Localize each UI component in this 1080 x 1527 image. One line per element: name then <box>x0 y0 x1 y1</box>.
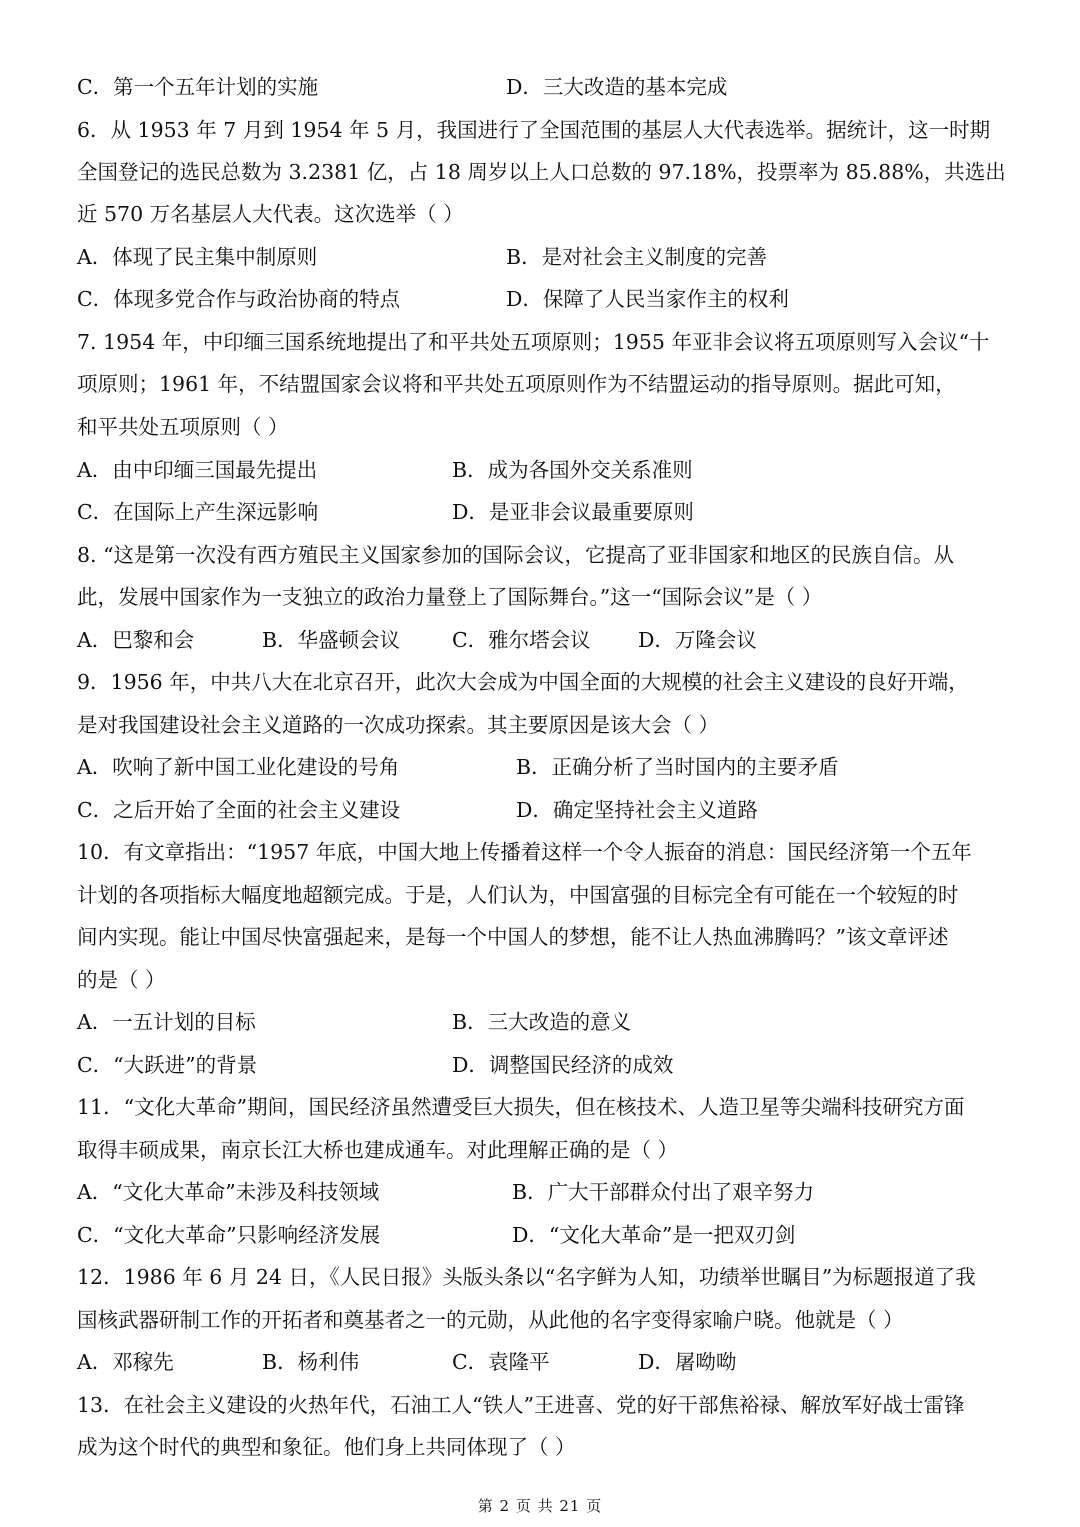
answer-option: D．屠呦呦 <box>638 1350 737 1374</box>
answer-option: C．袁隆平 <box>452 1350 550 1374</box>
answer-option: B．成为各国外交关系准则 <box>452 458 693 482</box>
question-text-line: 项原则；1961 年，不结盟国家会议将和平共处五项原则作为不结盟运动的指导原则。据此可知， <box>77 372 956 396</box>
answer-option: D．万隆会议 <box>638 628 757 652</box>
question-text-line: 和平共处五项原则（ ） <box>77 415 289 439</box>
answer-option: A．由中印缅三国最先提出 <box>77 458 318 482</box>
question-text-line: 计划的各项指标大幅度地超额完成。于是，人们认为，中国富强的目标完全有可能在一个较短的时 <box>77 883 959 907</box>
question-text-line: 此，发展中国家作为一支独立的政治力量登上了国际舞台。”这一“国际会议”是（ ） <box>77 585 823 609</box>
question-text-line: 10．有文章指出：“1957 年底，中国大地上传播着这样一个令人振奋的消息：国民经济第一个五年 <box>77 840 972 864</box>
question-text-line: 11．“文化大革命”期间，国民经济虽然遭受巨大损失，但在核技术、人造卫星等尖端科技研究方面 <box>77 1095 965 1119</box>
answer-option: B．杨利伟 <box>262 1350 360 1374</box>
answer-option: B．正确分析了当时国内的主要矛盾 <box>516 755 839 779</box>
page-footer: 第 2 页 共 21 页 <box>477 1497 603 1515</box>
answer-option: D．“文化大革命”是一把双刃剑 <box>512 1223 796 1247</box>
answer-option: D．三大改造的基本完成 <box>506 75 728 99</box>
answer-option: C．“文化大革命”只影响经济发展 <box>77 1223 381 1247</box>
question-text-line: 是对我国建设社会主义道路的一次成功探索。其主要原因是该大会（ ） <box>77 713 720 737</box>
answer-option: D．调整国民经济的成效 <box>452 1053 674 1077</box>
answer-option: B．三大改造的意义 <box>452 1010 632 1034</box>
answer-option: C．“大跃进”的背景 <box>77 1053 258 1077</box>
answer-option: A．“文化大革命”未涉及科技领域 <box>77 1180 380 1204</box>
question-text-line: 间内实现。能让中国尽快富强起来，是每一个中国人的梦想，能不让人热血沸腾吗？”该文章评述 <box>77 925 949 949</box>
question-text-line: 8. “这是第一次没有西方殖民主义国家参加的国际会议，它提高了亚非国家和地区的民族自信。从 <box>77 543 955 567</box>
question-text-line: 12．1986 年 6 月 24 日，《人民日报》头版头条以“名字鲜为人知，功绩举世瞩目”为标题报道了我 <box>77 1265 976 1289</box>
question-text-line: 6．从 1953 年 7 月到 1954 年 5 月，我国进行了全国范围的基层人大代表选举。据统计，这一时期 <box>77 118 991 142</box>
answer-option: D．是亚非会议最重要原则 <box>452 500 694 524</box>
question-text-line: 近 570 万名基层人大代表。这次选举（ ） <box>77 202 464 226</box>
answer-option: C．体现多党合作与政治协商的特点 <box>77 287 401 311</box>
answer-option: A．巴黎和会 <box>77 628 195 652</box>
answer-option: A．邓稼先 <box>77 1350 174 1374</box>
answer-option: A．吹响了新中国工业化建设的号角 <box>77 755 400 779</box>
answer-option: B．广大干部群众付出了艰辛努力 <box>512 1180 815 1204</box>
answer-option: D．确定坚持社会主义道路 <box>516 798 758 822</box>
answer-option: C．第一个五年计划的实施 <box>77 75 319 99</box>
question-text-line: 取得丰硕成果，南京长江大桥也建成通车。对此理解正确的是（ ） <box>77 1138 679 1162</box>
answer-option: A．体现了民主集中制原则 <box>77 245 318 269</box>
answer-option: B．是对社会主义制度的完善 <box>506 245 768 269</box>
question-text-line: 13．在社会主义建设的火热年代，石油工人“铁人”王进喜、党的好干部焦裕禄、解放军好战士雷锋 <box>77 1393 965 1417</box>
answer-option: C．雅尔塔会议 <box>452 628 591 652</box>
answer-option: D．保障了人民当家作主的权利 <box>506 287 789 311</box>
answer-option: C．之后开始了全面的社会主义建设 <box>77 798 401 822</box>
question-text-line: 全国登记的选民总数为 3.2381 亿，占 18 周岁以上人口总数的 97.18%，投票率为 85.88%，共选出 <box>77 160 1006 184</box>
answer-option: B．华盛顿会议 <box>262 628 401 652</box>
question-text-line: 的是（ ） <box>77 968 166 992</box>
answer-option: A．一五计划的目标 <box>77 1010 256 1034</box>
question-text-line: 9．1956 年，中共八大在北京召开，此次大会成为中国全面的大规模的社会主义建设的良好开端， <box>77 670 969 694</box>
question-text-line: 成为这个时代的典型和象征。他们身上共同体现了（ ） <box>77 1435 576 1459</box>
answer-option: C．在国际上产生深远影响 <box>77 500 319 524</box>
question-text-line: 国核武器研制工作的开拓者和奠基者之一的元勋，从此他的名字变得家喻户晓。他就是（ ） <box>77 1308 904 1332</box>
question-text-line: 7. 1954 年，中印缅三国系统地提出了和平共处五项原则；1955 年亚非会议将五项原则写入会议“十 <box>77 330 990 354</box>
